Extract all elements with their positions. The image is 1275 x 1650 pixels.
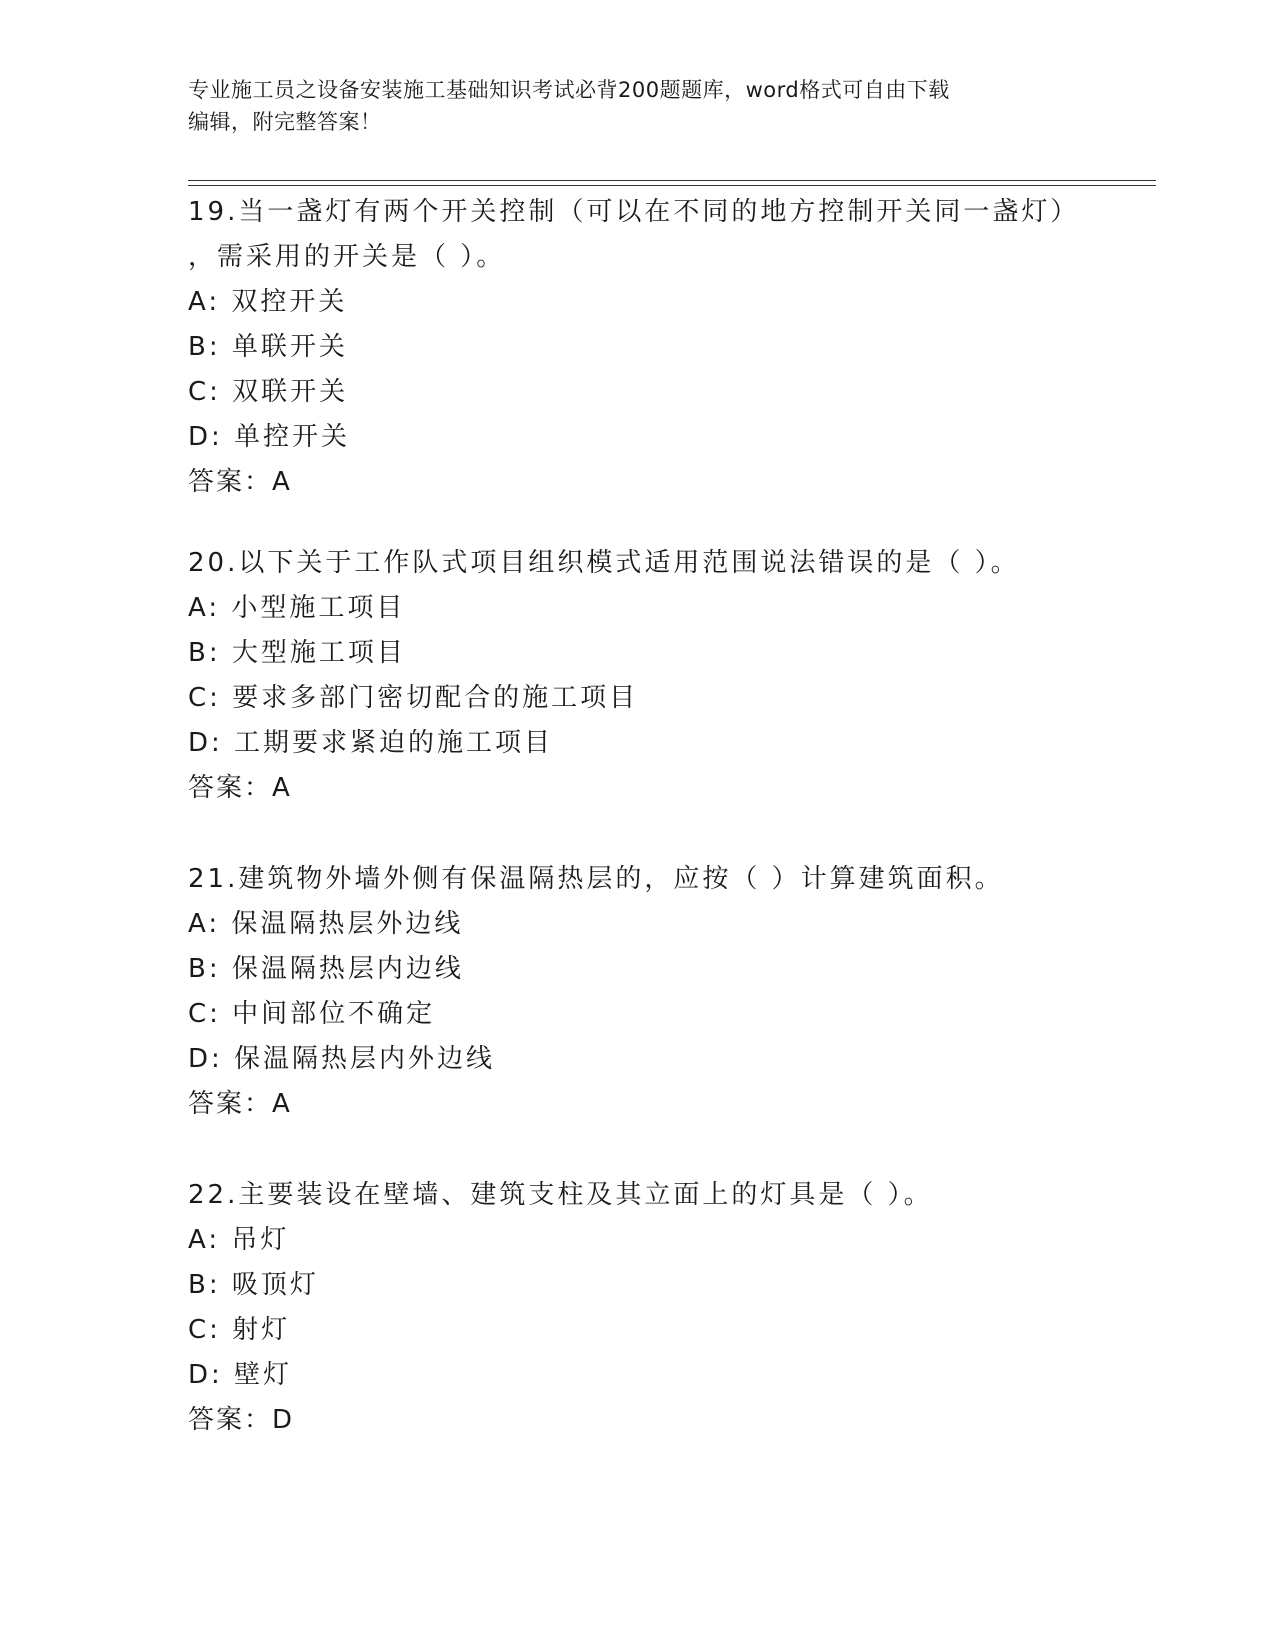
answer: 答案：A — [188, 1089, 292, 1119]
answer: 答案：D — [188, 1405, 295, 1435]
question-21 — [188, 857, 1148, 1127]
option-d: D: 保温隔热层内外边线 — [188, 1044, 496, 1074]
option-a: A: 小型施工项目 — [188, 593, 406, 623]
question-text-line: ，需采用的开关是（ ）。 — [188, 242, 506, 272]
answer: 答案：A — [188, 467, 292, 497]
document-header — [188, 74, 1088, 138]
header-divider-top — [188, 180, 1156, 181]
option-b: B: 吸顶灯 — [188, 1270, 319, 1300]
option-d: D: 壁灯 — [188, 1360, 293, 1390]
question-text-line: 20.以下关于工作队式项目组织模式适用范围说法错误的是（ ）。 — [188, 548, 1020, 578]
answer: 答案：A — [188, 773, 292, 803]
option-b: B: 大型施工项目 — [188, 638, 406, 668]
question-20 — [188, 541, 1148, 811]
option-a: A: 双控开关 — [188, 287, 348, 317]
question-text-line: 19.当一盏灯有两个开关控制（可以在不同的地方控制开关同一盏灯） — [188, 197, 1080, 227]
option-c: C: 双联开关 — [188, 377, 349, 407]
header-line-2: 编辑，附完整答案！ — [188, 110, 382, 134]
header-line-1: 专业施工员之设备安装施工基础知识考试必背200题题库，word格式可自由下载 — [188, 78, 950, 102]
option-c: C: 要求多部门密切配合的施工项目 — [188, 683, 639, 713]
option-c: C: 射灯 — [188, 1315, 291, 1345]
question-19 — [188, 190, 1148, 505]
question-text-line: 21.建筑物外墙外侧有保温隔热层的，应按（ ）计算建筑面积。 — [188, 864, 1004, 894]
header-divider-bottom — [188, 185, 1156, 186]
question-22 — [188, 1173, 1148, 1443]
option-b: B: 单联开关 — [188, 332, 348, 362]
question-text-line: 22.主要装设在壁墙、建筑支柱及其立面上的灯具是（ ）。 — [188, 1180, 933, 1210]
option-d: D: 单控开关 — [188, 422, 351, 452]
option-b: B: 保温隔热层内边线 — [188, 954, 464, 984]
option-c: C: 中间部位不确定 — [188, 999, 436, 1029]
option-a: A: 吊灯 — [188, 1225, 290, 1255]
option-a: A: 保温隔热层外边线 — [188, 909, 464, 939]
option-d: D: 工期要求紧迫的施工项目 — [188, 728, 554, 758]
